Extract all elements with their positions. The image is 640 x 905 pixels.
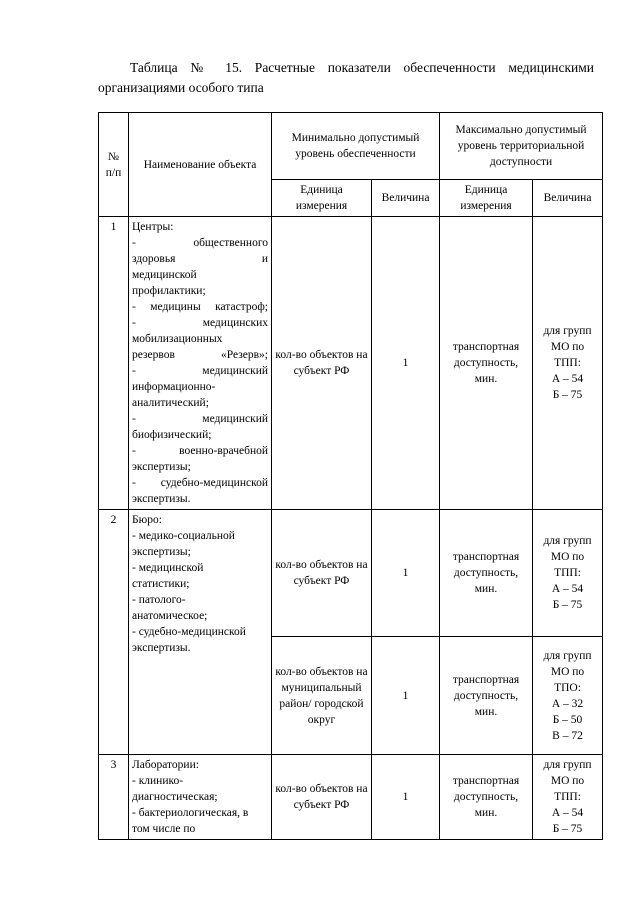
name-line: мобилизационных	[132, 333, 223, 345]
row-min-value: 1	[372, 637, 440, 755]
row-max-value	[533, 217, 603, 510]
name-line: экспертизы;	[132, 546, 191, 558]
name-line: - медицинских	[132, 317, 268, 329]
header-min-group: Минимально допустимый уровень обеспеченности	[272, 113, 440, 180]
name-line: - судебно-медицинской	[132, 626, 246, 638]
name-line: Центры:	[132, 221, 174, 233]
max-value-line: ТПП:	[554, 791, 581, 803]
max-value-line: А – 54	[551, 373, 584, 385]
max-value-line: В – 72	[552, 729, 583, 742]
max-value-line: Б – 75	[552, 823, 583, 835]
max-value-line: МО по	[550, 341, 585, 353]
name-line: резервов «Резерв»;	[132, 349, 268, 361]
row-min-value: 1	[372, 217, 440, 510]
name-line: экспертизы.	[132, 493, 191, 505]
max-value-line: Б – 75	[552, 599, 583, 611]
name-line: информационно-	[132, 381, 216, 393]
row-max-value	[533, 637, 603, 755]
max-value-line: ТПО:	[554, 681, 581, 694]
name-line: экспертизы.	[132, 642, 191, 654]
max-value-line: А – 54	[551, 807, 584, 819]
name-line: - медико-социальной	[132, 530, 235, 542]
row-min-unit: кол-во объектов на муниципальный район/ городской округ	[272, 637, 372, 755]
row-min-unit: кол-во объектов на субъект РФ	[272, 217, 372, 510]
max-value-line: ТПП:	[554, 357, 581, 369]
row-name	[129, 217, 272, 510]
row-num: 1	[99, 217, 129, 510]
header-min-value: Величина	[372, 180, 440, 217]
header-max-value: Величина	[533, 180, 603, 217]
name-line: том числе по	[132, 823, 196, 835]
row-max-unit: транспортная доступность, мин.	[440, 510, 533, 637]
name-line: - медицины катастроф;	[132, 301, 268, 313]
name-line: аналитический;	[132, 397, 209, 409]
name-line: - бактериологическая, в	[132, 807, 249, 819]
header-max-unit: Единица измерения	[440, 180, 533, 217]
name-line: - военно-врачебной	[132, 445, 268, 457]
name-line: - клинико-	[132, 775, 184, 787]
row-name	[129, 755, 272, 840]
name-line: - медицинский	[132, 413, 268, 425]
table-row	[99, 755, 603, 840]
name-line: Бюро:	[132, 514, 162, 526]
row-max-unit: транспортная доступность, мин.	[440, 755, 533, 840]
row-min-unit: кол-во объектов на субъект РФ	[272, 755, 372, 840]
name-line: профилактики;	[132, 285, 206, 297]
header-max-group: Максимально допустимый уровень территориальной доступности	[440, 113, 603, 180]
row-min-value: 1	[372, 510, 440, 637]
name-line: - медицинской	[132, 562, 204, 574]
row-max-unit: транспортная доступность, мин.	[440, 637, 533, 755]
max-value-line: А – 54	[551, 583, 584, 595]
data-table	[98, 112, 603, 840]
row-max-value	[533, 510, 603, 637]
row-min-unit: кол-во объектов на субъект РФ	[272, 510, 372, 637]
caption-line-2: организациями особого типа	[98, 80, 264, 95]
name-line: - общественного	[132, 237, 268, 249]
max-value-line: МО по	[550, 665, 585, 678]
table-row	[99, 510, 603, 637]
name-line: здоровья и	[132, 253, 268, 265]
row-max-unit: транспортная доступность, мин.	[440, 217, 533, 510]
name-line: - медицинский	[132, 365, 268, 377]
row-num: 2	[99, 510, 129, 755]
row-num: 3	[99, 755, 129, 840]
max-value-line: для групп	[543, 649, 592, 662]
name-line: Лаборатории:	[132, 759, 199, 771]
header-num: № п/п	[99, 113, 129, 217]
name-line: статистики;	[132, 578, 190, 590]
row-name	[129, 510, 272, 755]
max-value-line: Б – 75	[552, 389, 583, 401]
caption-line-1: Таблица № 15. Расчетные показатели обеспеченности медицинскими	[130, 60, 594, 75]
max-value-line: Б – 50	[552, 713, 583, 726]
max-value-line: ТПП:	[554, 567, 581, 579]
max-value-line: для групп	[543, 535, 592, 547]
table-caption	[98, 58, 594, 98]
name-line: биофизический;	[132, 429, 212, 441]
max-value-line: МО по	[550, 551, 585, 563]
name-line: медицинской	[132, 269, 197, 281]
max-value-line: А – 32	[551, 697, 584, 710]
header-min-unit: Единица измерения	[272, 180, 372, 217]
row-min-value: 1	[372, 755, 440, 840]
max-value-line: для групп	[543, 759, 592, 771]
row-max-value	[533, 755, 603, 840]
name-line: - патолого-	[132, 594, 186, 606]
name-line: диагностическая;	[132, 791, 218, 803]
name-line: экспертизы;	[132, 461, 191, 473]
name-line: - судебно-медицинской	[132, 477, 268, 489]
name-line: анатомическое;	[132, 610, 208, 622]
table-row	[99, 217, 603, 510]
max-value-line: МО по	[550, 775, 585, 787]
header-name: Наименование объекта	[129, 113, 272, 217]
max-value-line: для групп	[543, 325, 592, 337]
